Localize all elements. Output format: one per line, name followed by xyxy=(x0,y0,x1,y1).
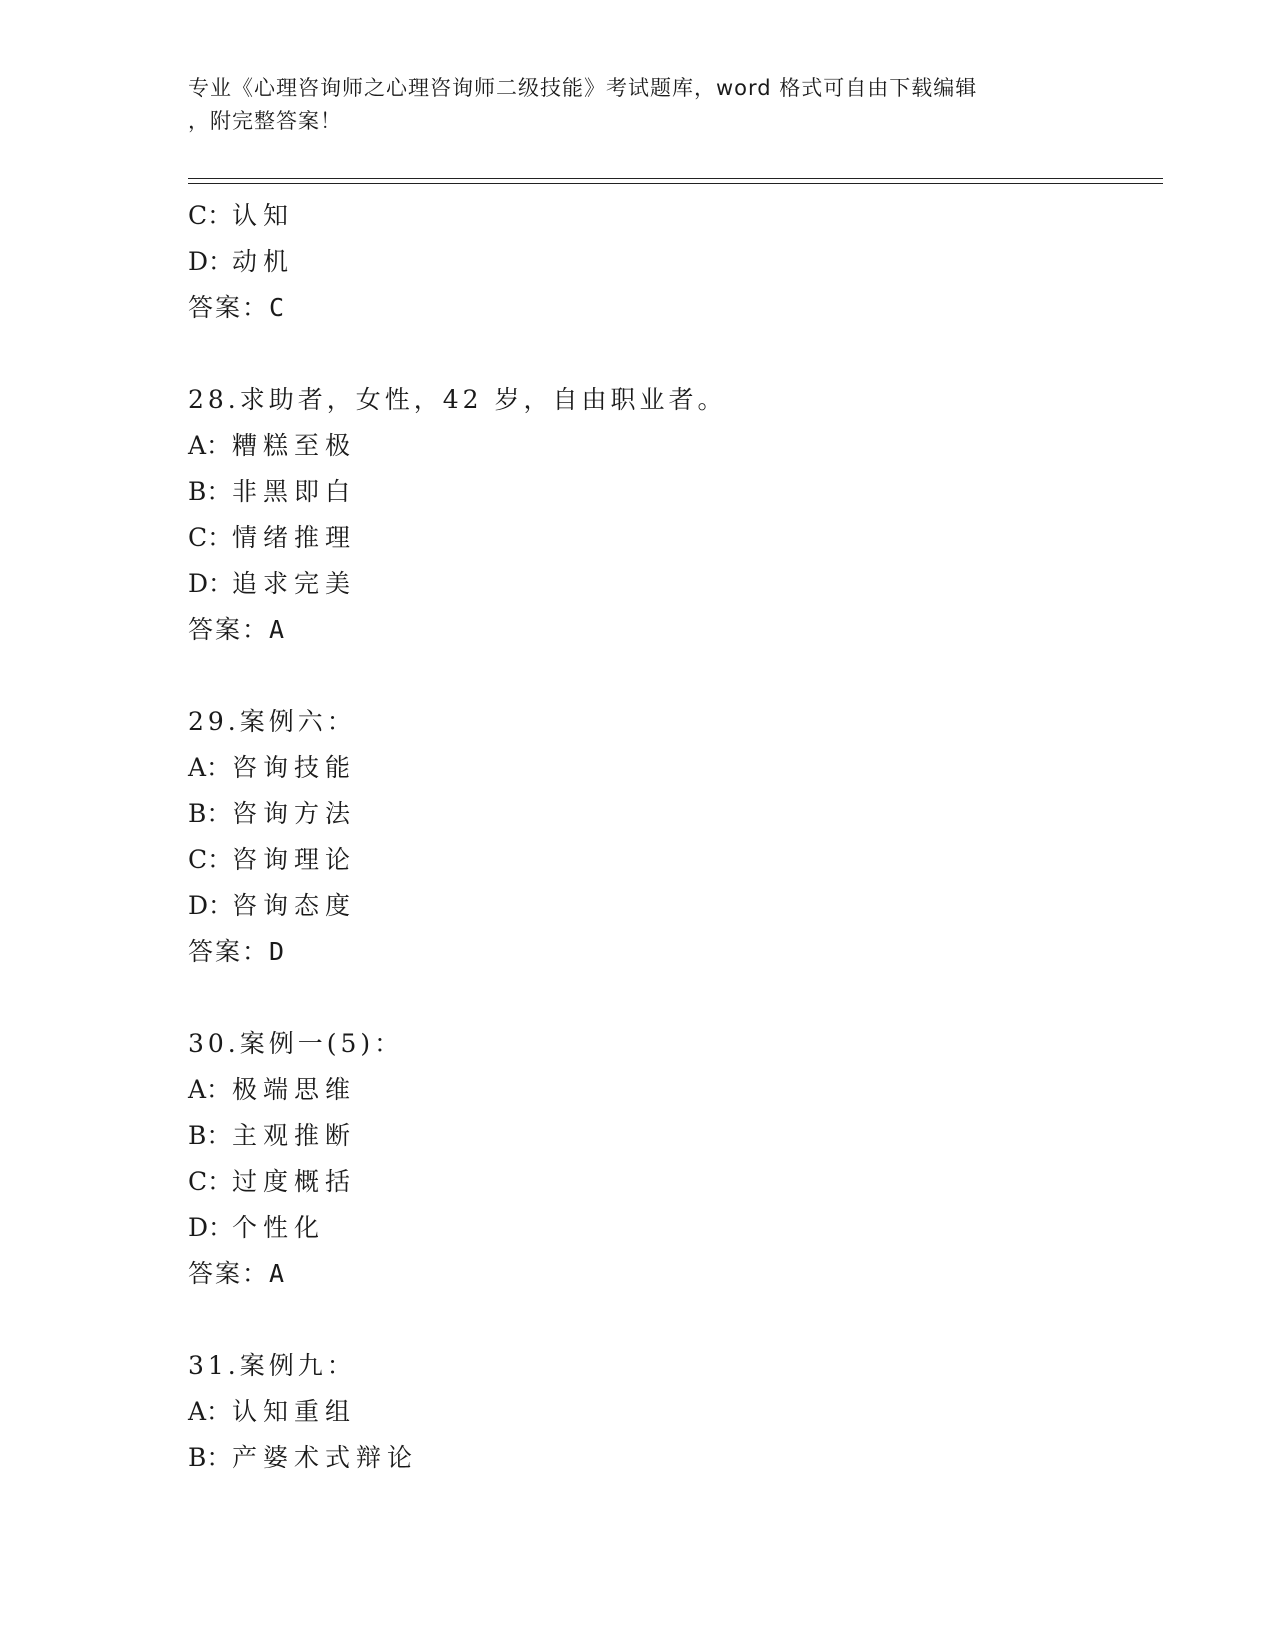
answer-line xyxy=(188,1251,1163,1297)
answer-line xyxy=(188,607,1163,653)
option-text: 极端思维 xyxy=(232,1075,357,1104)
option-line xyxy=(188,561,1163,607)
option-letter: D： xyxy=(188,569,234,598)
option-letter: B： xyxy=(188,1443,232,1472)
option-text: 产婆术式辩论 xyxy=(232,1443,419,1472)
option-letter: B： xyxy=(188,477,232,506)
option-letter: D： xyxy=(188,247,234,276)
option-line xyxy=(188,1067,1163,1113)
option-line xyxy=(188,515,1163,561)
option-line xyxy=(188,423,1163,469)
option-line xyxy=(188,791,1163,837)
document-header xyxy=(188,72,1088,138)
option-text: 咨询技能 xyxy=(232,753,357,782)
option-text: 追求完美 xyxy=(232,569,357,598)
option-line xyxy=(188,883,1163,929)
answer-label: 答案： xyxy=(188,937,270,966)
option-text: 动机 xyxy=(232,247,295,276)
option-line xyxy=(188,745,1163,791)
answer-value: A xyxy=(269,615,285,644)
answer-value: C xyxy=(269,293,285,322)
option-text: 情绪推理 xyxy=(232,523,357,552)
option-letter: A： xyxy=(188,431,232,460)
option-letter: C： xyxy=(188,201,233,230)
option-text: 个性化 xyxy=(232,1213,326,1242)
option-letter: B： xyxy=(188,1121,232,1150)
question-text: 29.案例六： xyxy=(188,707,356,736)
option-line xyxy=(188,193,1163,239)
option-letter: C： xyxy=(188,523,233,552)
option-line xyxy=(188,469,1163,515)
header-divider-top xyxy=(188,178,1163,179)
option-line xyxy=(188,1113,1163,1159)
answer-value: D xyxy=(269,937,285,966)
option-text: 咨询理论 xyxy=(232,845,357,874)
header-line-1: 专业《心理咨询师之心理咨询师二级技能》考试题库，word 格式可自由下载编辑 xyxy=(188,76,978,100)
option-text: 认知重组 xyxy=(232,1397,357,1426)
option-text: 认知 xyxy=(232,201,295,230)
answer-value: A xyxy=(269,1259,285,1288)
answer-line xyxy=(188,285,1163,331)
option-letter: A： xyxy=(188,1397,232,1426)
option-letter: D： xyxy=(188,891,234,920)
question-list xyxy=(188,193,1163,1481)
option-line xyxy=(188,1159,1163,1205)
question-text: 31.案例九： xyxy=(188,1351,356,1380)
question-text: 28.求助者，女性，42 岁，自由职业者。 xyxy=(188,385,727,414)
question-text: 30.案例一(5)： xyxy=(188,1029,404,1058)
answer-line xyxy=(188,929,1163,975)
answer-label: 答案： xyxy=(188,293,270,322)
option-line xyxy=(188,1205,1163,1251)
option-line xyxy=(188,837,1163,883)
answer-label: 答案： xyxy=(188,615,270,644)
option-text: 过度概括 xyxy=(232,1167,357,1196)
option-text: 非黑即白 xyxy=(232,477,357,506)
option-text: 糟糕至极 xyxy=(232,431,357,460)
option-text: 咨询态度 xyxy=(232,891,357,920)
option-line xyxy=(188,1389,1163,1435)
answer-label: 答案： xyxy=(188,1259,270,1288)
option-letter: D： xyxy=(188,1213,234,1242)
header-line-2: ，附完整答案！ xyxy=(188,109,342,133)
option-line xyxy=(188,239,1163,285)
option-text: 咨询方法 xyxy=(232,799,357,828)
option-letter: A： xyxy=(188,753,232,782)
option-letter: A： xyxy=(188,1075,232,1104)
header-divider-bottom xyxy=(188,183,1163,184)
option-text: 主观推断 xyxy=(232,1121,357,1150)
option-letter: C： xyxy=(188,845,233,874)
option-letter: B： xyxy=(188,799,232,828)
option-line xyxy=(188,1435,1163,1481)
option-letter: C： xyxy=(188,1167,233,1196)
